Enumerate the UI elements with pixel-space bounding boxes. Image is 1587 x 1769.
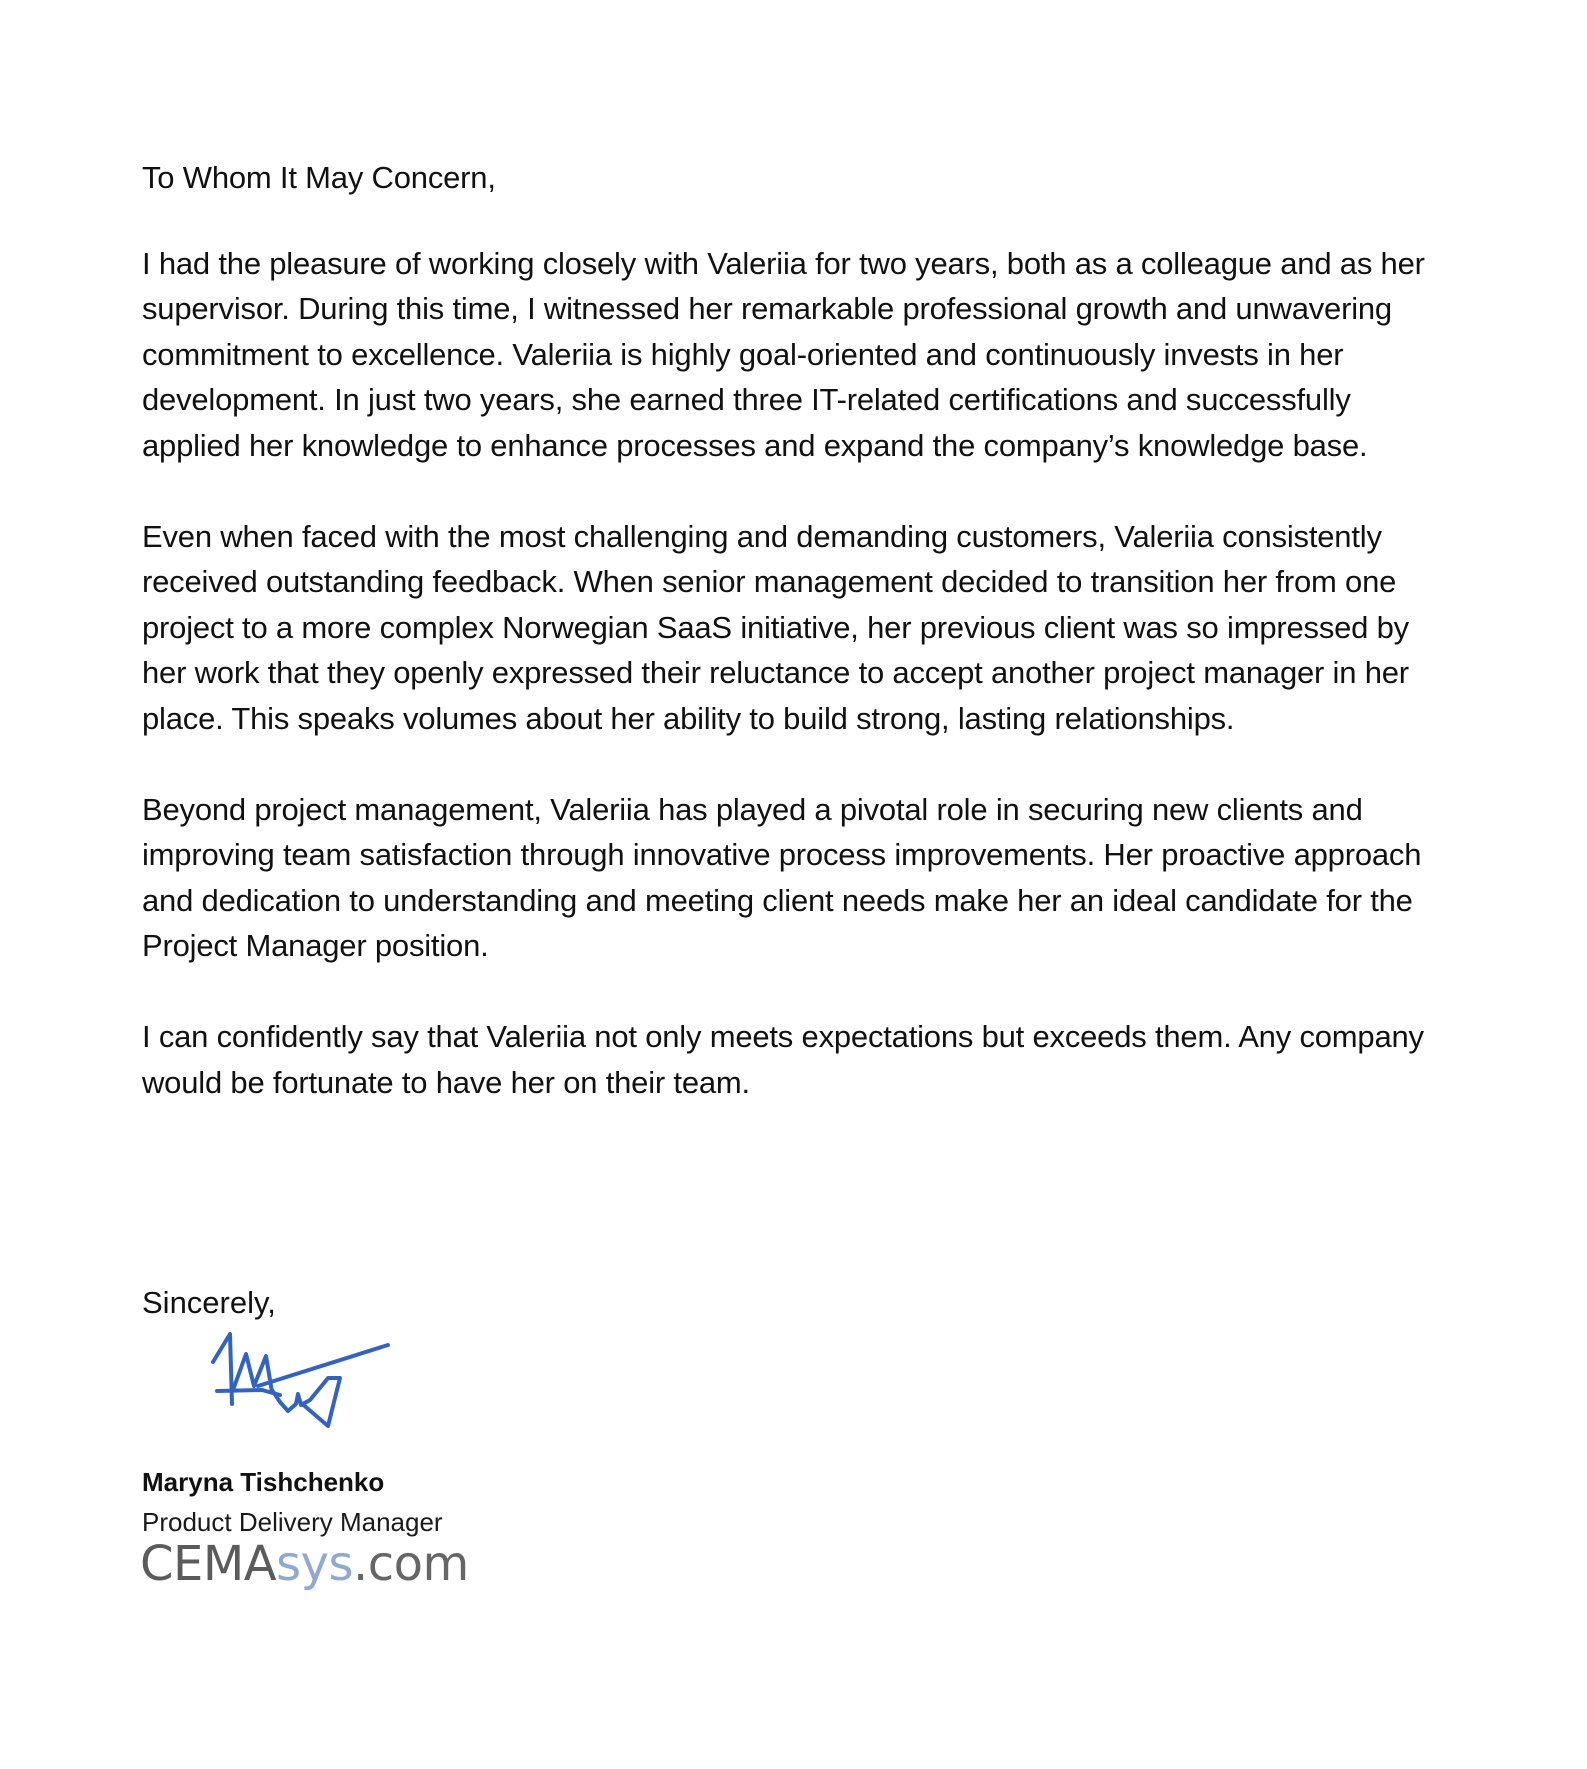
logo-sys: sys xyxy=(276,1536,354,1592)
logo-com: .com xyxy=(353,1536,469,1592)
paragraph-3: Beyond project management, Valeriia has played a pivotal role in securing new clients and improving team satisfaction through innovative process improvements. Her proactive approach and dedication to understanding and meeting client needs make her an ideal candidate for the Project Manager position. xyxy=(142,791,1422,963)
paragraph-4: I can confidently say that Valeriia not only meets expectations but exceeds them. Any company would be fortunate to have her on their team. xyxy=(142,1019,1424,1100)
signer-title: Product Delivery Manager xyxy=(142,1507,443,1537)
company-logo xyxy=(140,1538,469,1590)
signer-name: Maryna Tishchenko xyxy=(142,1467,385,1497)
logo-cema: CEMA xyxy=(140,1536,277,1592)
paragraph-2: Even when faced with the most challenging and demanding customers, Valeriia consistently received outstanding feedback. When senior management decided to transition her from one project to a more complex Norwegian SaaS initiative, her previous client was so impressed by her work that they openly expressed their reluctance to accept another project manager in her place. This speaks volumes about her ability to build strong, lasting relationships. xyxy=(142,518,1409,736)
letter-body xyxy=(142,155,1442,1151)
salutation: To Whom It May Concern, xyxy=(142,160,496,195)
closing: Sincerely, xyxy=(142,1285,276,1320)
handwritten-signature-icon xyxy=(200,1320,400,1440)
paragraph-1: I had the pleasure of working closely with Valeriia for two years, both as a colleague and as her supervisor. During this time, I witnessed her remarkable professional growth and unwavering commitment to excellence. Valeriia is highly goal-oriented and continuously invests in her development. In just two years, she earned three IT-related certifications and successfully applied her knowledge to enhance processes and expand the company’s knowledge base. xyxy=(142,245,1425,463)
